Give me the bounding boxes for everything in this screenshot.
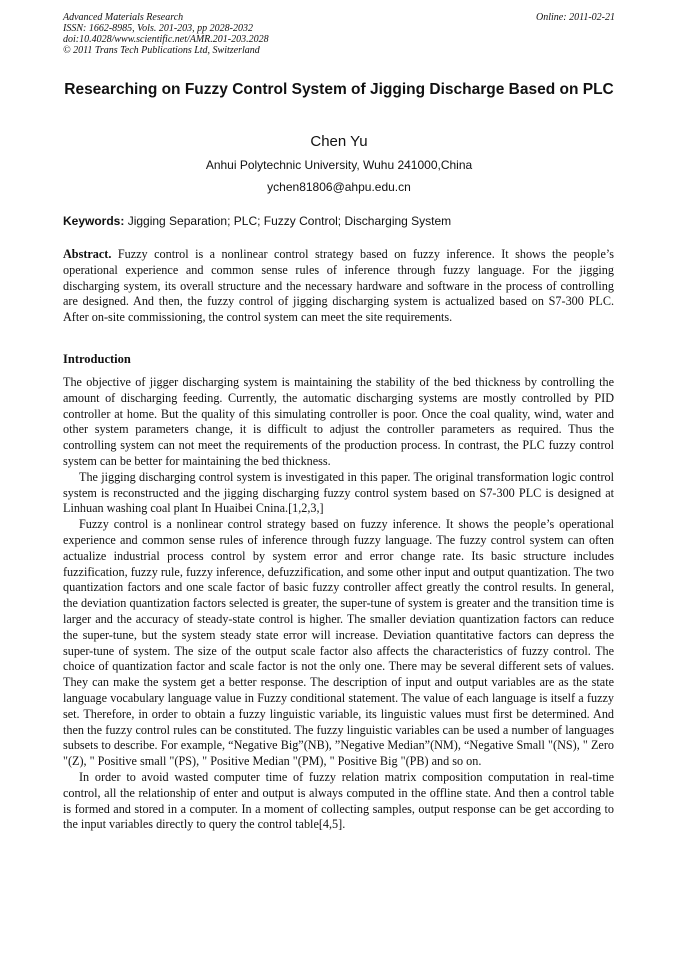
paragraph: In order to avoid wasted computer time of fuzzy relation matrix composition computation in real-time control, all the relationship of enter and output is always computed in the offline state. And then a control table is formed and stored in a computer. In a moment of collecting samples, output response can be get according to the input variables directly to query the control table[4,5]. <box>63 769 614 832</box>
paragraph: The objective of jigger discharging system is maintaining the stability of the bed thickness by controlling the amount of discharging feeding. Currently, the automatic discharging systems are mostly controlled by PID controller at home. But the quality of this simulating controller is poor. Once the coal quality, wind, water and other system parameters change, it is difficult to adjust the controller parameters as required. Thus the controlling system can not meet the requirements of the production process. In contrast, the PLC fuzzy control system can be better for maintaining the bed thickness. <box>63 375 614 468</box>
paragraph: The jigging discharging control system is investigated in this paper. The original transformation logic control system is reconstructed and the jigging discharging fuzzy control system based on S7-300 PLC is designed at Linhuan washing coal plant In Huaibei Cnina.[1,2,3,] <box>63 469 614 516</box>
abstract <box>63 247 614 326</box>
paragraph: Fuzzy control is a nonlinear control strategy based on fuzzy inference. It shows the people’s operational experience and common sense rules of inference through fuzzy language. The fuzzy control system can often actualize industrial process control by system error and error change rate. Its basic structure includes fuzzification, fuzzy rule, fuzzy inference, defuzzification, and some other input and output quantization. The two quantization factors and one scale factor of basic fuzzy controller affect greatly the control results. In general, the deviation quantization factors selected is greater, the super-tune of system is greater and the transition time is larger and the accuracy of steady-state control is higher. The smaller deviation quantization factors can reduce the super-tune, but the system steady state error will increase. Deviation quantitative factors can depress the super-tune of system. The size of the output scale factor also affects the characteristics of fuzzy control. The choice of quantization factor and scale factor is not the only one. There may be several different sets of values. They can make the system get a better response. The description of input and output variables are as the state language vocabulary language value in Fuzzy conditional statement. The value of each language is itself a fuzzy set. Therefore, in order to obtain a fuzzy linguistic variable, its linguistic values must first be determined. And then the fuzzy control rules can be constituted. The fuzzy linguistic variables can be used a number of languages subsets to describe. For example, “Negative Big”(NB), ”Negative Median”(NM), “Negative Small "(NS), " Zero "(Z), " Positive small "(PS), " Positive Median "(PM), " Positive Big "(PB) and so on. <box>63 517 614 769</box>
publication-header <box>63 12 615 56</box>
copyright-line: © 2011 Trans Tech Publications Ltd, Switzerland <box>63 45 260 56</box>
keywords-text: Jigging Separation; PLC; Fuzzy Control; Discharging System <box>124 214 452 228</box>
abstract-text: Fuzzy control is a nonlinear control strategy based on fuzzy inference. It shows the people’s operational experience and common sense rules of inference through fuzzy language. For the jigging discharging system, its overall structure and the necessary hardware and software in the process of controlling are designed. And then, the fuzzy control of jigging discharging system is actualized based on S7-300 PLC. After on-site commissioning, the control system can meet the site requirements. <box>63 247 614 325</box>
keywords <box>63 214 615 228</box>
doi-line: doi:10.4028/www.scientific.net/AMR.201-203.2028 <box>63 34 269 45</box>
author-name: Chen Yu <box>310 133 368 150</box>
online-date: Online: 2011-02-21 <box>536 12 615 23</box>
journal-name: Advanced Materials Research <box>63 12 184 23</box>
paper-title: Researching on Fuzzy Control System of Jigging Discharge Based on PLC <box>64 81 614 98</box>
author-email: ychen81806@ahpu.edu.cn <box>267 180 411 194</box>
affiliation: Anhui Polytechnic University, Wuhu 241000,China <box>205 158 473 172</box>
issn-line: ISSN: 1662-8985, Vols. 201-203, pp 2028-2032 <box>63 23 253 34</box>
keywords-label: Keywords: <box>63 214 125 228</box>
introduction-body <box>63 375 614 833</box>
abstract-label: Abstract. <box>63 247 112 261</box>
introduction-heading: Introduction <box>63 352 131 366</box>
